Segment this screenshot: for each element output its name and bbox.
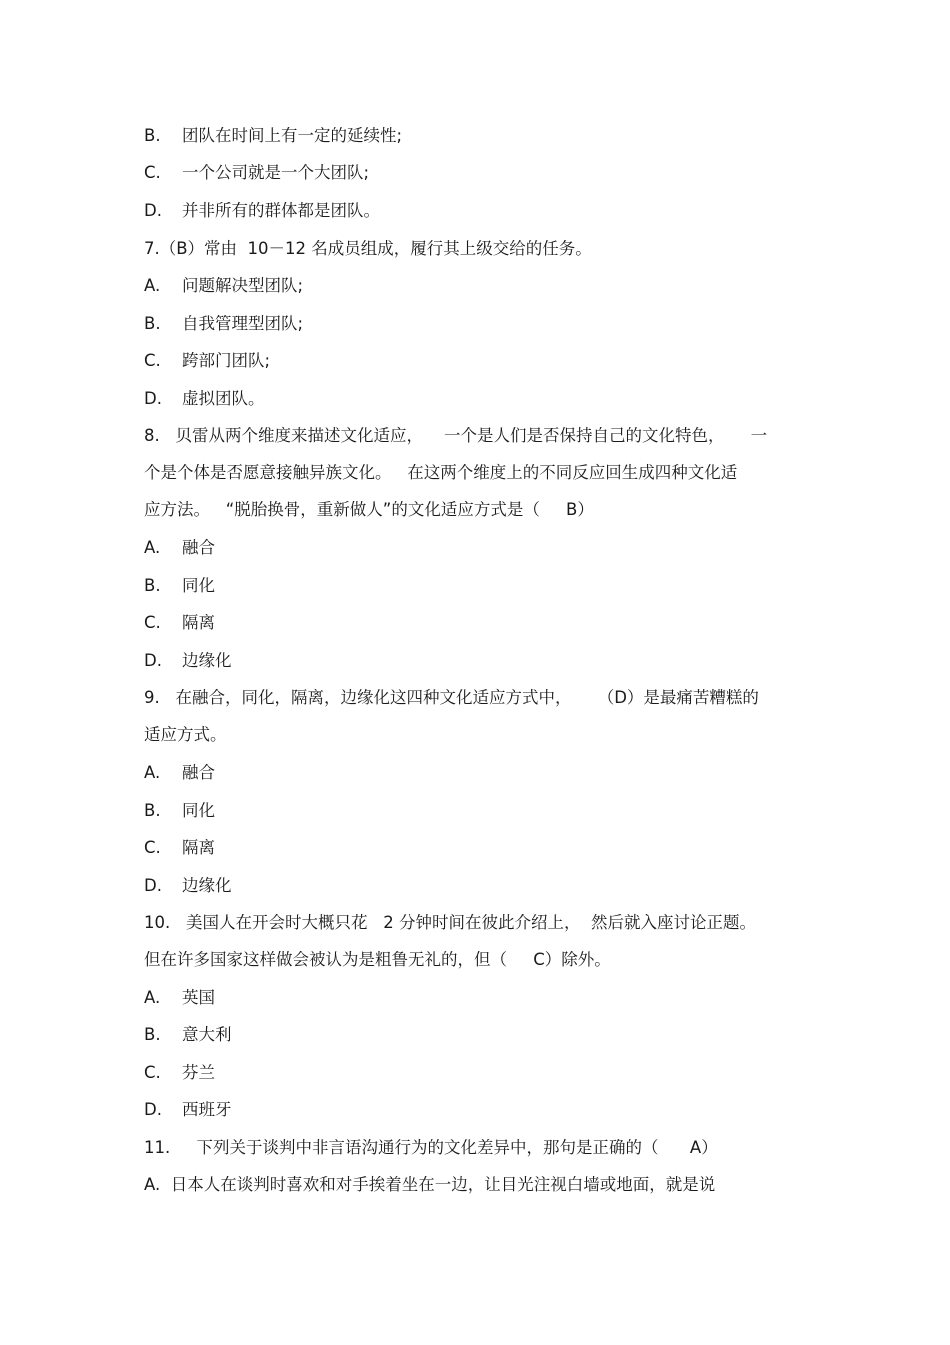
- question-text: A. 日本人在谈判时喜欢和对手挨着坐在一边，让目光注视白墙或地面，就是说: [144, 1175, 716, 1194]
- option-label: B.: [144, 1025, 161, 1044]
- option-label: B.: [144, 126, 161, 145]
- option-text: 跨部门团队;: [182, 351, 271, 370]
- option-text: 隔离: [182, 838, 215, 857]
- option-line: [144, 1062, 215, 1084]
- question-line: [144, 462, 737, 484]
- option-line: [144, 350, 270, 372]
- option-text: 问题解决型团队;: [182, 276, 304, 295]
- option-label: D.: [144, 1100, 162, 1119]
- option-label: A.: [144, 276, 161, 295]
- option-text: 同化: [182, 576, 215, 595]
- option-line: [144, 575, 215, 597]
- option-text: 边缘化: [182, 651, 232, 670]
- option-text: 英国: [182, 988, 215, 1007]
- question-text: 个是个体是否愿意接触异族文化。 在这两个维度上的不同反应回生成四种文化适: [144, 463, 738, 482]
- option-line: [144, 650, 232, 672]
- option-line: [144, 800, 215, 822]
- option-line: [144, 1099, 232, 1121]
- question-text: 但在许多国家这样做会被认为是粗鲁无礼的，但（ C）除外。: [144, 950, 611, 969]
- option-line: [144, 125, 402, 147]
- question-line: [144, 499, 594, 521]
- option-label: C.: [144, 163, 161, 182]
- option-text: 一个公司就是一个大团队;: [182, 163, 370, 182]
- option-label: A.: [144, 988, 161, 1007]
- option-line: [144, 762, 215, 784]
- question-line: [144, 1174, 715, 1196]
- question-line: [144, 1137, 718, 1159]
- option-line: [144, 987, 215, 1009]
- option-label: C.: [144, 351, 161, 370]
- question-line: [144, 949, 611, 971]
- option-text: 并非所有的群体都是团队。: [182, 201, 380, 220]
- option-label: C.: [144, 838, 161, 857]
- option-line: [144, 313, 303, 335]
- option-label: D.: [144, 389, 162, 408]
- option-line: [144, 388, 265, 410]
- option-label: B.: [144, 576, 161, 595]
- option-label: B.: [144, 314, 161, 333]
- question-line: [144, 425, 767, 447]
- question-text: 11. 下列关于谈判中非言语沟通行为的文化差异中，那句是正确的（ A）: [144, 1138, 718, 1157]
- option-text: 西班牙: [182, 1100, 232, 1119]
- option-text: 边缘化: [182, 876, 232, 895]
- question-text: 应方法。 “脱胎换骨，重新做人”的文化适应方式是（ B）: [144, 500, 594, 519]
- option-line: [144, 275, 303, 297]
- option-text: 虚拟团队。: [182, 389, 265, 408]
- option-text: 融合: [182, 763, 215, 782]
- option-line: [144, 875, 232, 897]
- option-text: 融合: [182, 538, 215, 557]
- question-text: 适应方式。: [144, 725, 227, 744]
- option-label: C.: [144, 1063, 161, 1082]
- question-text: 9. 在融合，同化，隔离，边缘化这四种文化适应方式中， （D）是最痛苦糟糕的: [144, 688, 759, 707]
- option-line: [144, 1024, 232, 1046]
- question-text: 8. 贝雷从两个维度来描述文化适应， 一个是人们是否保持自己的文化特色， 一: [144, 426, 768, 445]
- question-line: [144, 238, 592, 260]
- option-line: [144, 837, 215, 859]
- option-label: D.: [144, 651, 162, 670]
- question-text: 10. 美国人在开会时大概只花 2 分钟时间在彼此介绍上， 然后就入座讨论正题。: [144, 913, 756, 932]
- option-label: D.: [144, 876, 162, 895]
- question-text: 7.（B）常由 10－12 名成员组成，履行其上级交给的任务。: [144, 239, 592, 258]
- question-line: [144, 912, 756, 934]
- question-line: [144, 687, 759, 709]
- question-line: [144, 724, 227, 746]
- option-label: A.: [144, 763, 161, 782]
- option-line: [144, 200, 380, 222]
- option-text: 芬兰: [182, 1063, 215, 1082]
- option-line: [144, 162, 369, 184]
- option-text: 意大利: [182, 1025, 232, 1044]
- option-text: 自我管理型团队;: [182, 314, 304, 333]
- option-label: B.: [144, 801, 161, 820]
- option-line: [144, 537, 215, 559]
- option-text: 隔离: [182, 613, 215, 632]
- option-line: [144, 612, 215, 634]
- option-label: D.: [144, 201, 162, 220]
- option-label: A.: [144, 538, 161, 557]
- option-text: 同化: [182, 801, 215, 820]
- option-label: C.: [144, 613, 161, 632]
- option-text: 团队在时间上有一定的延续性;: [182, 126, 403, 145]
